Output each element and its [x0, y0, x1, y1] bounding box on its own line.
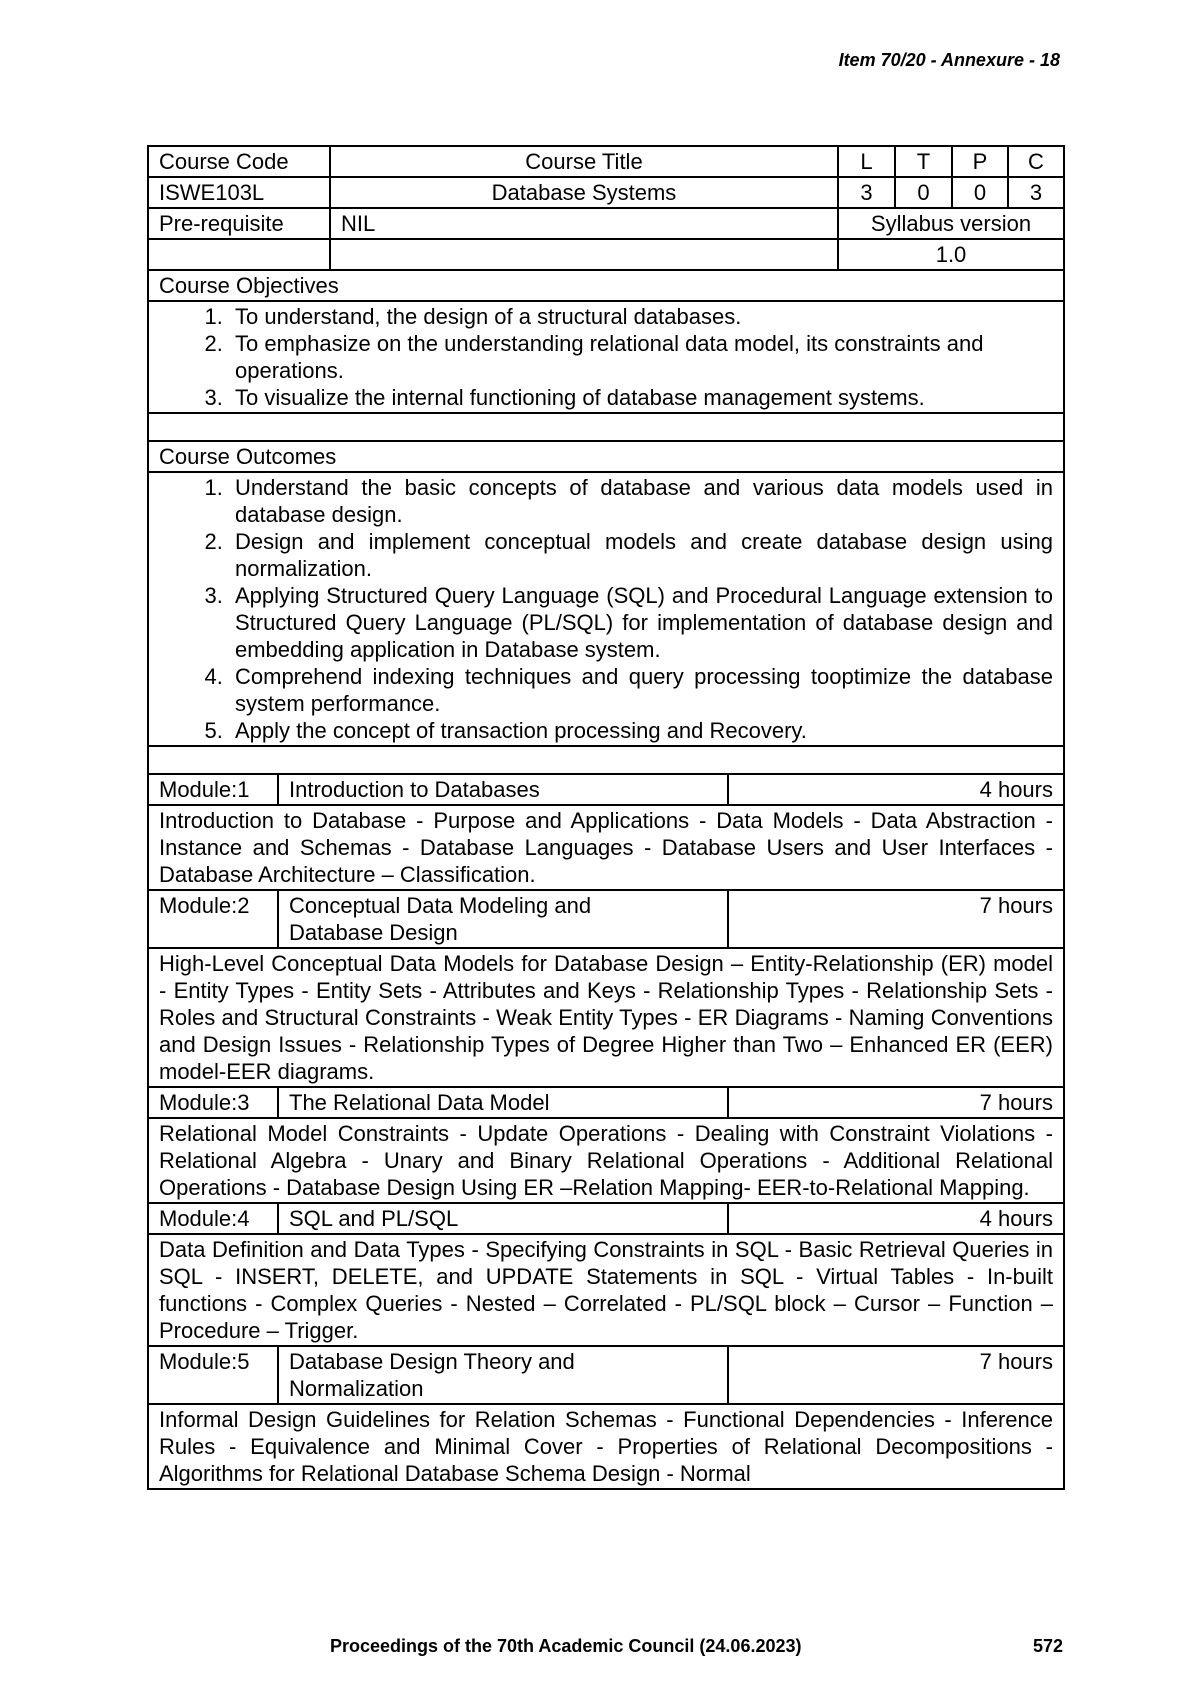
module-title: Introduction to Databases — [278, 774, 728, 805]
module-header-row — [148, 1203, 1064, 1234]
module-label: Module:4 — [148, 1203, 278, 1234]
credits: 3 — [1008, 177, 1064, 208]
course-objectives — [148, 301, 1064, 413]
tutorial-hours: 0 — [895, 177, 952, 208]
annexure-reference: Item 70/20 - Annexure - 18 — [838, 50, 1060, 70]
outcomes-list — [159, 474, 1053, 744]
module-content: Informal Design Guidelines for Relation Schemas - Functional Dependencies - Inference Rules - Equivalence and Minimal Cover - Properties of Relational Decompositions - Algorithms for Relational Database Schema Design - Normal — [148, 1404, 1064, 1489]
module-content: Introduction to Database - Purpose and Applications - Data Models - Data Abstraction - Instance and Schemas - Database Languages - Database Users and User Interfaces - Database Architecture – Classification. — [148, 805, 1064, 890]
module-hours: 7 hours — [728, 1087, 1064, 1118]
outcomes-heading-row — [148, 441, 1064, 472]
module-label: Module:1 — [148, 774, 278, 805]
page-number: 572 — [1032, 1636, 1063, 1656]
spacer-row — [148, 413, 1064, 441]
lecture-label: L — [838, 146, 895, 177]
module-title: Database Design Theory and Normalization — [278, 1346, 728, 1404]
prerequisite-row — [148, 208, 1064, 239]
module-title: The Relational Data Model — [278, 1087, 728, 1118]
practical-hours: 0 — [952, 177, 1008, 208]
module-content: Relational Model Constraints - Update Operations - Dealing with Constraint Violations - Relational Algebra - Unary and Binary Relational Operations - Additional Relational Operations - Database Design Using ER –Relation Mapping- EER-to-Relational Mapping. — [148, 1118, 1064, 1203]
course-outcomes — [148, 472, 1064, 746]
module-hours: 4 hours — [728, 774, 1064, 805]
syllabus-version: 1.0 — [838, 239, 1064, 270]
module-label: Module:3 — [148, 1087, 278, 1118]
empty-cell — [330, 239, 838, 270]
module-header-row — [148, 1346, 1064, 1404]
module-title: SQL and PL/SQL — [278, 1203, 728, 1234]
practical-label: P — [952, 146, 1008, 177]
module-content-row — [148, 805, 1064, 890]
module-hours: 7 hours — [728, 1346, 1064, 1404]
objectives-list-row — [148, 301, 1064, 413]
course-header-row — [148, 146, 1064, 177]
module-hours: 7 hours — [728, 890, 1064, 948]
objectives-heading-row — [148, 270, 1064, 301]
objectives-list — [159, 303, 1053, 411]
module-title: Conceptual Data Modeling and Database Design — [278, 890, 728, 948]
module-content-row — [148, 1234, 1064, 1346]
module-hours: 4 hours — [728, 1203, 1064, 1234]
module-header-row — [148, 774, 1064, 805]
lecture-hours: 3 — [838, 177, 895, 208]
tutorial-label: T — [895, 146, 952, 177]
spacer-row — [148, 746, 1064, 774]
course-header-table — [147, 145, 1065, 775]
course-title-label: Course Title — [330, 146, 838, 177]
course-values-row — [148, 177, 1064, 208]
module-content-row — [148, 1404, 1064, 1489]
module-label: Module:5 — [148, 1346, 278, 1404]
module-header-row — [148, 1087, 1064, 1118]
course-title: Database Systems — [330, 177, 838, 208]
empty-cell — [148, 413, 1064, 441]
module-label: Module:2 — [148, 890, 278, 948]
list-item: 5. Apply the concept of transaction processing and Recovery. — [229, 717, 1053, 744]
module-content: Data Definition and Data Types - Specifying Constraints in SQL - Basic Retrieval Queries in SQL - INSERT, DELETE, and UPDATE Statements in SQL - Virtual Tables - In-built functions - Complex Queries - Nested – Correlated - PL/SQL block – Cursor – Function – Procedure – Trigger. — [148, 1234, 1064, 1346]
syllabus-version-label: Syllabus version — [838, 208, 1064, 239]
course-code: ISWE103L — [148, 177, 330, 208]
credits-label: C — [1008, 146, 1064, 177]
empty-cell — [148, 239, 330, 270]
list-item: 3. To visualize the internal functioning of database management systems. — [229, 384, 1053, 411]
syllabus-version-row — [148, 239, 1064, 270]
list-item: 2. Design and implement conceptual models and create database design using normalization. — [229, 528, 1053, 582]
module-header-row — [148, 890, 1064, 948]
course-objectives-heading: Course Objectives — [148, 270, 1064, 301]
syllabus-sheet — [147, 145, 1063, 1490]
modules-table — [147, 773, 1065, 1490]
list-item: 3. Applying Structured Query Language (SQL) and Procedural Language extension to Structured Query Language (PL/SQL) for implementation of database design and embedding application in Database system. — [229, 582, 1053, 663]
module-content: High-Level Conceptual Data Models for Database Design – Entity-Relationship (ER) model - Entity Types - Entity Sets - Attributes and Keys - Relationship Types - Relationship Sets - Roles and Structural Constraints - Weak Entity Types - ER Diagrams - Naming Conventions and Design Issues - Relationship Types of Degree Higher than Two – Enhanced ER (EER) model-EER diagrams. — [148, 948, 1064, 1087]
outcomes-list-row — [148, 472, 1064, 746]
empty-cell — [148, 746, 1064, 774]
list-item: 1. To understand, the design of a structural databases. — [229, 303, 1053, 330]
course-outcomes-heading: Course Outcomes — [148, 441, 1064, 472]
proceedings-footer: Proceedings of the 70th Academic Council (24.06.2023) — [330, 1636, 802, 1656]
module-content-row — [148, 1118, 1064, 1203]
prerequisite-value: NIL — [330, 208, 838, 239]
list-item: 2. To emphasize on the understanding relational data model, its constraints and operations. — [229, 330, 1053, 384]
course-code-label: Course Code — [148, 146, 330, 177]
module-content-row — [148, 948, 1064, 1087]
list-item: 1. Understand the basic concepts of database and various data models used in database design. — [229, 474, 1053, 528]
list-item: 4. Comprehend indexing techniques and query processing tooptimize the database system performance. — [229, 663, 1053, 717]
prerequisite-label: Pre-requisite — [148, 208, 330, 239]
